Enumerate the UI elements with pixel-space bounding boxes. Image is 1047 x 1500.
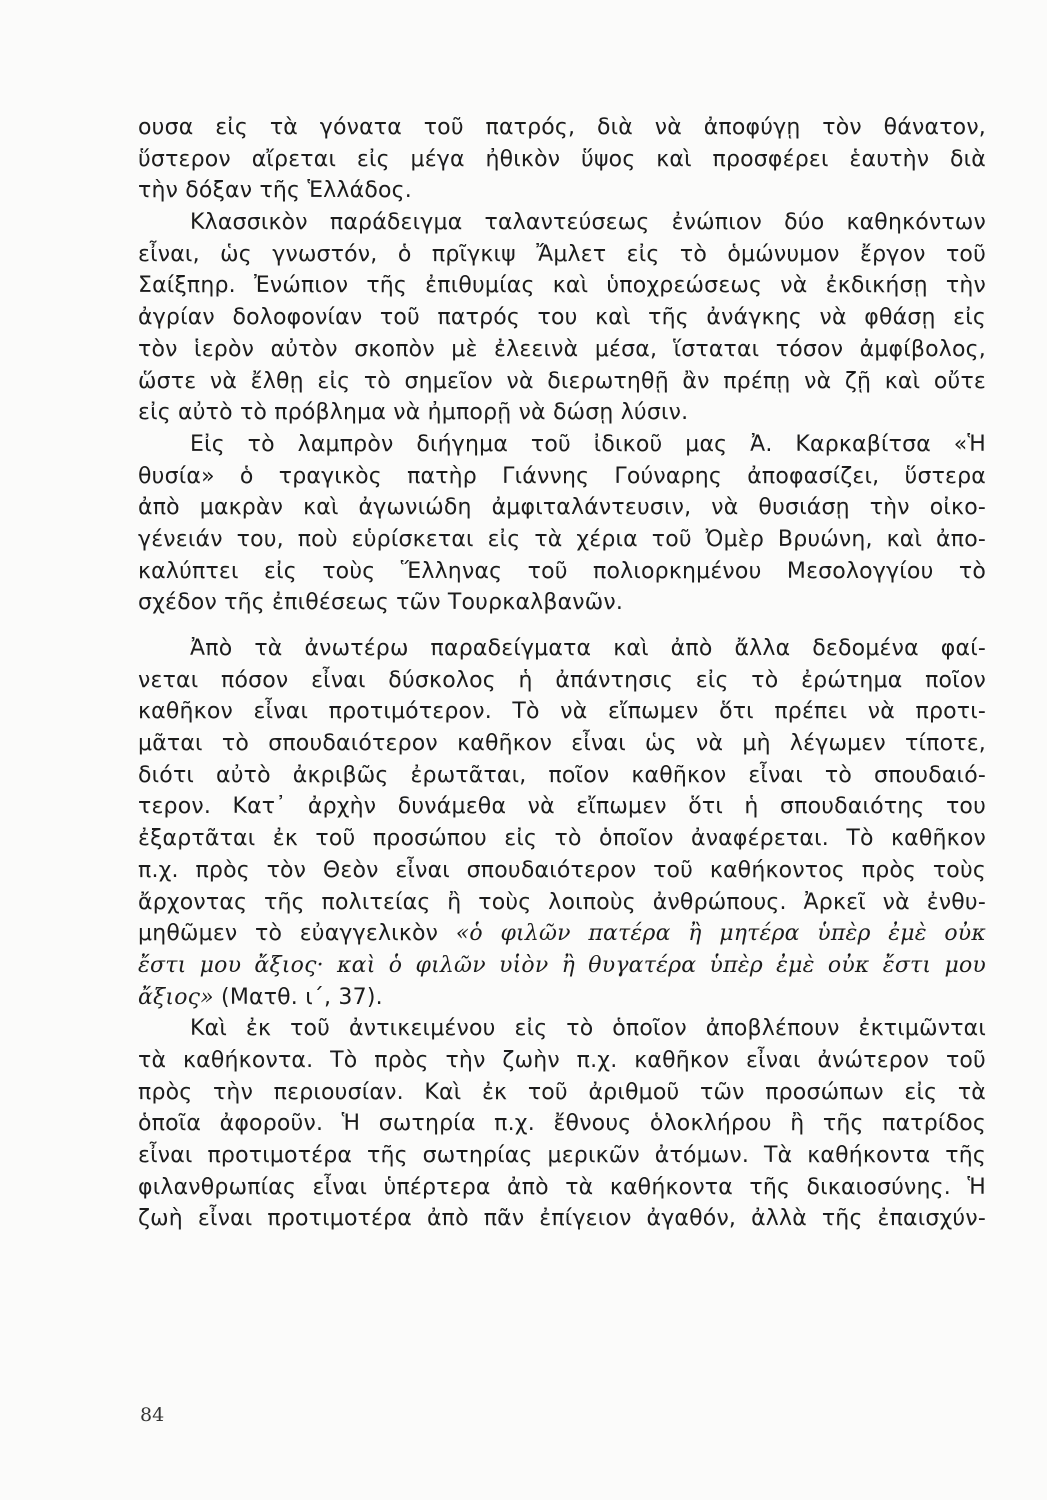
body-text (138, 112, 986, 1235)
text-line: εἶναι προτιμοτέρα τῆς σωτηρίας μερικῶν ἀτόμων. Τὰ καθήκοντα τῆς (138, 1143, 986, 1168)
text-line: Κλασσικὸν παράδειγμα ταλαντεύσεως ἐνώπιον δύο καθηκόντων (190, 210, 986, 236)
text-line: π.χ. πρὸς τὸν Θεὸν εἶναι σπουδαιότερον τοῦ καθήκοντος πρὸς τοὺς (138, 857, 986, 883)
text-line: Ἀπὸ τὰ ἀνωτέρω παραδείγματα καὶ ἀπὸ ἄλλα δεδομένα φαί- (190, 636, 986, 661)
text-line: θυσία» ὁ τραγικὸς πατὴρ Γιάννης Γούναρης ἀποφασίζει, ὕστερα (138, 463, 986, 489)
text-line: Εἰς τὸ λαμπρὸν διήγημα τοῦ ἰδικοῦ μας Ἀ. Καρκαβίτσα «Ἡ (190, 431, 986, 457)
text-line: Σαίξπηρ. Ἐνώπιον τῆς ἐπιθυμίας καὶ ὑποχρεώσεως νὰ ἐκδικήσῃ τὴν (138, 273, 986, 299)
text-line: Καὶ ἐκ τοῦ ἀντικειμένου εἰς τὸ ὁποῖον ἀποβλέπουν ἐκτιμῶνται (190, 1016, 986, 1042)
text-line: τὰ καθήκοντα. Τὸ πρὸς τὴν ζωὴν π.χ. καθῆκον εἶναι ἀνώτερον τοῦ (138, 1047, 986, 1073)
quote-line (138, 918, 986, 950)
text-line: καλύπτει εἰς τοὺς Ἕλληνας τοῦ πολιορκημένου Μεσολογγίου τὸ (138, 558, 986, 584)
text-line: ἐξαρτᾶται ἐκ τοῦ προσώπου εἰς τὸ ὁποῖον ἀναφέρεται. Τὸ καθῆκον (138, 826, 986, 852)
text-line: ζωὴ εἶναι προτιμοτέρα ἀπὸ πᾶν ἐπίγειον ἀγαθόν, ἀλλὰ τῆς ἐπαισχύν- (138, 1206, 986, 1232)
quote-reference: (Ματθ. ι΄, 37). (221, 984, 383, 1010)
text-line: ἀγρίαν δολοφονίαν τοῦ πατρός του καὶ τῆς ἀνάγκης νὰ φθάσῃ εἰς (138, 305, 986, 331)
text-line: ἀπὸ μακρὰν καὶ ἀγωνιώδη ἀμφιταλάντευσιν, νὰ θυσιάσῃ τὴν οἰκο- (138, 495, 986, 521)
text-line: φιλανθρωπίας εἶναι ὑπέρτερα ἀπὸ τὰ καθήκοντα τῆς δικαιοσύνης. Ἡ (138, 1174, 986, 1200)
quote-line (138, 950, 986, 982)
text-line: ὥστε νὰ ἔλθῃ εἰς τὸ σημεῖον νὰ διερωτηθῇ ἂν πρέπῃ νὰ ζῇ καὶ οὔτε (138, 368, 986, 394)
text-line: διότι αὐτὸ ἀκριβῶς ἐρωτᾶται, ποῖον καθῆκον εἶναι τὸ σπουδαιό- (138, 762, 986, 788)
text-line: καθῆκον εἶναι προτιμότερον. Τὸ νὰ εἴπωμεν ὅτι πρέπει νὰ προτι- (138, 699, 986, 725)
text-line: εἰς αὐτὸ τὸ πρόβλημα νὰ ἠμπορῇ νὰ δώσῃ λύσιν. (138, 400, 689, 426)
text-line: σχέδον τῆς ἐπιθέσεως τῶν Τουρκαλβανῶν. (138, 590, 624, 616)
text-line: τὸν ἱερὸν αὐτὸν σκοπὸν μὲ ἐλεεινὰ μέσα, ἵσταται τόσον ἀμφίβολος, (138, 336, 986, 362)
quote-line (138, 982, 986, 1014)
text-line: ουσα εἰς τὰ γόνατα τοῦ πατρός, διὰ νὰ ἀποφύγῃ τὸν θάνατον, (138, 115, 986, 140)
text-line: πρὸς τὴν περιουσίαν. Καὶ ἐκ τοῦ ἀριθμοῦ τῶν προσώπων εἰς τὰ (138, 1079, 986, 1105)
quote-text: ἔστι μου ἄξιος· καὶ ὁ φιλῶν υἱὸν ἢ θυγατέρα ὑπὲρ ἐμὲ οὐκ ἔστι μου (138, 952, 986, 978)
text-line: ὕστερον αἴρεται εἰς μέγα ἠθικὸν ὕψος καὶ προσφέρει ἑαυτὴν διὰ (138, 146, 986, 172)
text-line: μᾶται τὸ σπουδαιότερον καθῆκον εἶναι ὡς νὰ μὴ λέγωμεν τίποτε, (138, 731, 986, 757)
text-line: γένειάν του, ποὺ εὑρίσκεται εἰς τὰ χέρια τοῦ Ὀμὲρ Βρυώνη, καὶ ἀπο- (138, 526, 986, 552)
quote-text: ἄξιος» (138, 984, 214, 1010)
page-number: 84 (140, 1404, 165, 1426)
text-line: νεται πόσον εἶναι δύσκολος ἡ ἀπάντησις εἰς τὸ ἐρώτημα ποῖον (138, 667, 986, 693)
text-line: τερον. Κατ᾽ ἀρχὴν δυνάμεθα νὰ εἴπωμεν ὅτι ἡ σπουδαιότης του (138, 794, 986, 820)
text-line: εἶναι, ὡς γνωστόν, ὁ πρῖγκιψ Ἄμλετ εἰς τὸ ὁμώνυμον ἔργον τοῦ (138, 241, 986, 267)
text-line: ὁποῖα ἀφοροῦν. Ἡ σωτηρία π.χ. ἔθνους ὁλοκλήρου ἢ τῆς πατρίδος (138, 1111, 986, 1137)
text-line: ἄρχοντας τῆς πολιτείας ἢ τοὺς λοιποὺς ἀνθρώπους. Ἀρκεῖ νὰ ἐνθυ- (138, 889, 986, 915)
text-line: τὴν δόξαν τῆς Ἑλλάδος. (138, 178, 412, 204)
quote-text: «ὁ φιλῶν πατέρα ἢ μητέρα ὑπὲρ ἐμὲ οὐκ (455, 921, 986, 947)
quote-intro: μηθῶμεν τὸ εὐαγγελικὸν (138, 921, 439, 947)
